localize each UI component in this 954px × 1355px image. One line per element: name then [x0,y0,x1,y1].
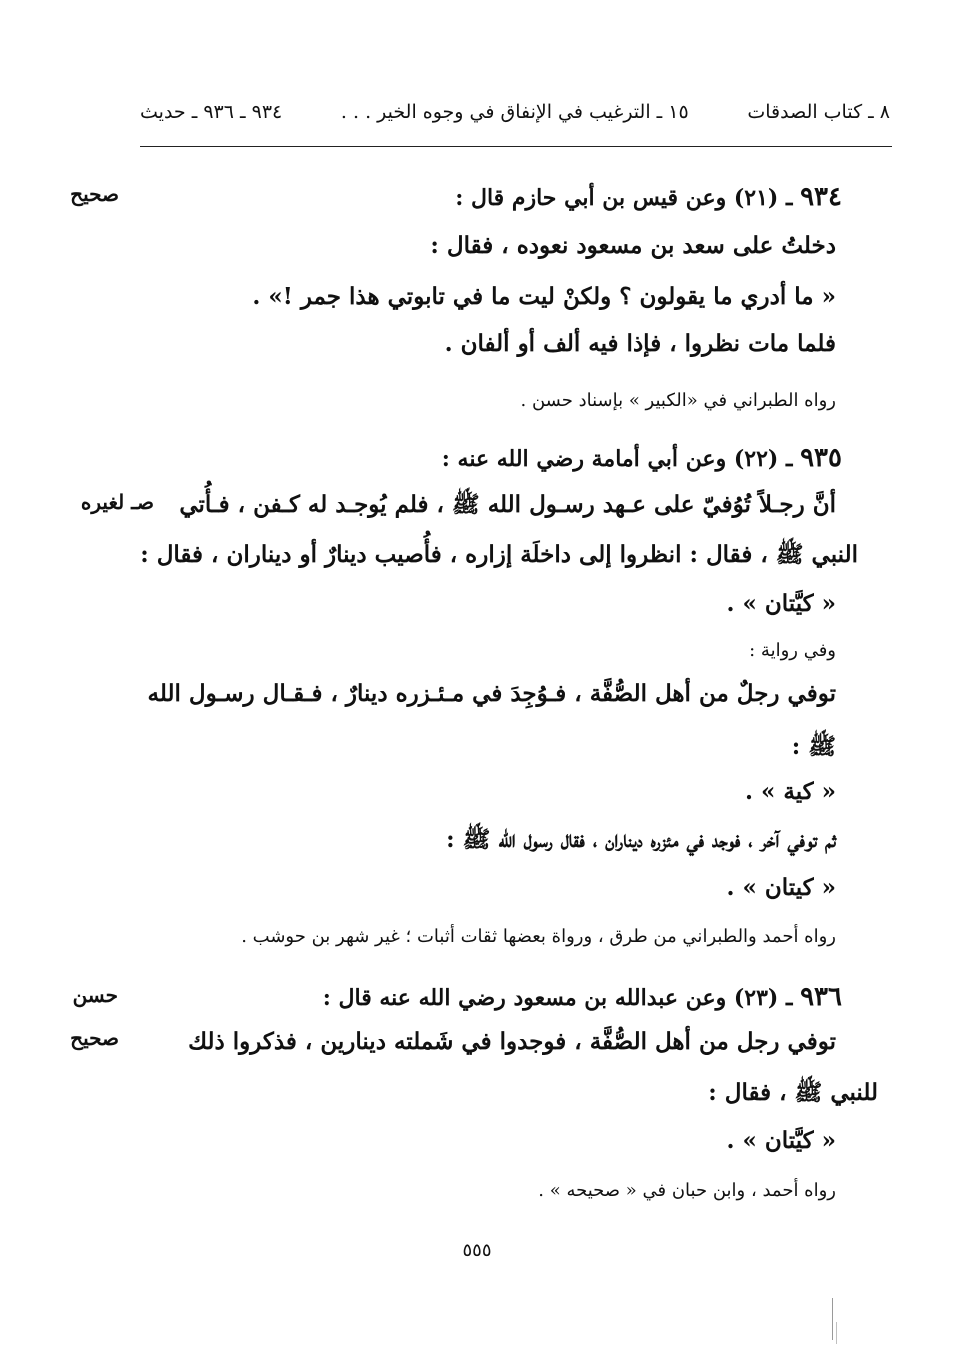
hadith-934-line-2: « ما أدري ما يقولون ؟ ولكنْ ليت ما في تابوتي هذا جمر !» . [252,283,836,310]
hadith-936-number: ٩٣٦ [800,982,842,1012]
hadith-935-variant-line-2: ﷺ : [791,733,836,760]
grade-936-hasan: حسن [72,983,118,1007]
hadith-936-intro: ـ (٢٣) وعن عبدالله بن مسعود رضي الله عنه قال : [322,985,793,1011]
hadith-935-variant-label: وفي رواية : [749,640,836,661]
scan-artifact-line-2 [836,1322,837,1344]
header-chapter: ٨ ـ كتاب الصدقات [747,101,890,123]
running-header [140,92,890,132]
header-divider [140,146,892,147]
hadith-935-variant-line-1: توفي رجلٌ من أهل الصُّفَّة ، فـوُجِدَ في مـئـزره دينارٌ ، فـقـال رسـول الله [147,680,836,707]
hadith-935-line-2: النبي ﷺ ، فقال : انظروا إلى داخلَة إزاره ، فأُصيب دينارٌ أو ديناران ، فقال : [140,541,858,568]
hadith-935-source: رواه أحمد والطبراني من طرق ، ورواة بعضها ثقات أثبات ؛ غير شهر بن حوشب . [241,926,836,947]
hadith-936-line-1: توفي رجل من أهل الصُّفَّة ، فوجدوا في شَملته دينارين ، فذكروا ذلك [188,1028,836,1055]
hadith-934-number: ٩٣٤ [800,182,842,212]
scan-artifact-line [832,1298,833,1340]
hadith-934-line-1: دخلتُ على سعد بن مسعود نعوده ، فقال : [430,232,836,259]
hadith-935-variant-line-3: « كية » . [744,778,836,805]
hadith-935-intro: ـ (٢٢) وعن أبي أمامة رضي الله عنه : [441,446,793,472]
hadith-934-intro: ـ (٢١) وعن قيس بن أبي حازم قال : [455,185,793,211]
hadith-936-line-3: « كيَّتان » . [726,1127,836,1154]
grade-936-sahih: صحيح [70,1026,119,1050]
hadith-935-number: ٩٣٥ [800,443,842,473]
grade-934: صحيح [70,182,119,206]
hadith-934-line-3: فلما مات نظروا ، فإذا فيه ألف أو ألفان . [444,330,836,357]
grade-935: صـ لغيره [80,490,154,514]
page-number: ٥٥٥ [462,1240,492,1261]
hadith-935-heading [442,443,842,473]
hadith-936-line-2: للنبي ﷺ ، فقال : [708,1079,878,1106]
hadith-934-heading [455,182,842,212]
hadith-935-variant-line-5: « كيتان » . [726,874,836,901]
header-section-title: ١٥ ـ الترغيب في الإنفاق في وجوه الخير [377,101,689,123]
header-dots: . . . [340,101,372,123]
header-section [341,101,689,123]
header-hadith-range: ٩٣٤ ـ ٩٣٦ ـ حديث [140,101,283,123]
hadith-934-source: رواه الطبراني في «الكبير » بإسناد حسن . [520,390,836,411]
hadith-936-source: رواه أحمد ، وابن حبان في « صحيحه » . [538,1180,836,1201]
hadith-935-variant-line-4: ثم توفي آخر ، فوجد في مئزره ديناران ، فقال رسول الله ﷺ : [446,826,836,853]
hadith-935-line-3: « كيَّتان » . [726,590,836,617]
hadith-936-heading [323,982,842,1012]
hadith-935-line-1: أنَّ رجـلاً تُوُفيّ على عـهد رسـول الله ﷺ ، فلم يُوجـد له كـفن ، فـأُتي [179,491,836,518]
